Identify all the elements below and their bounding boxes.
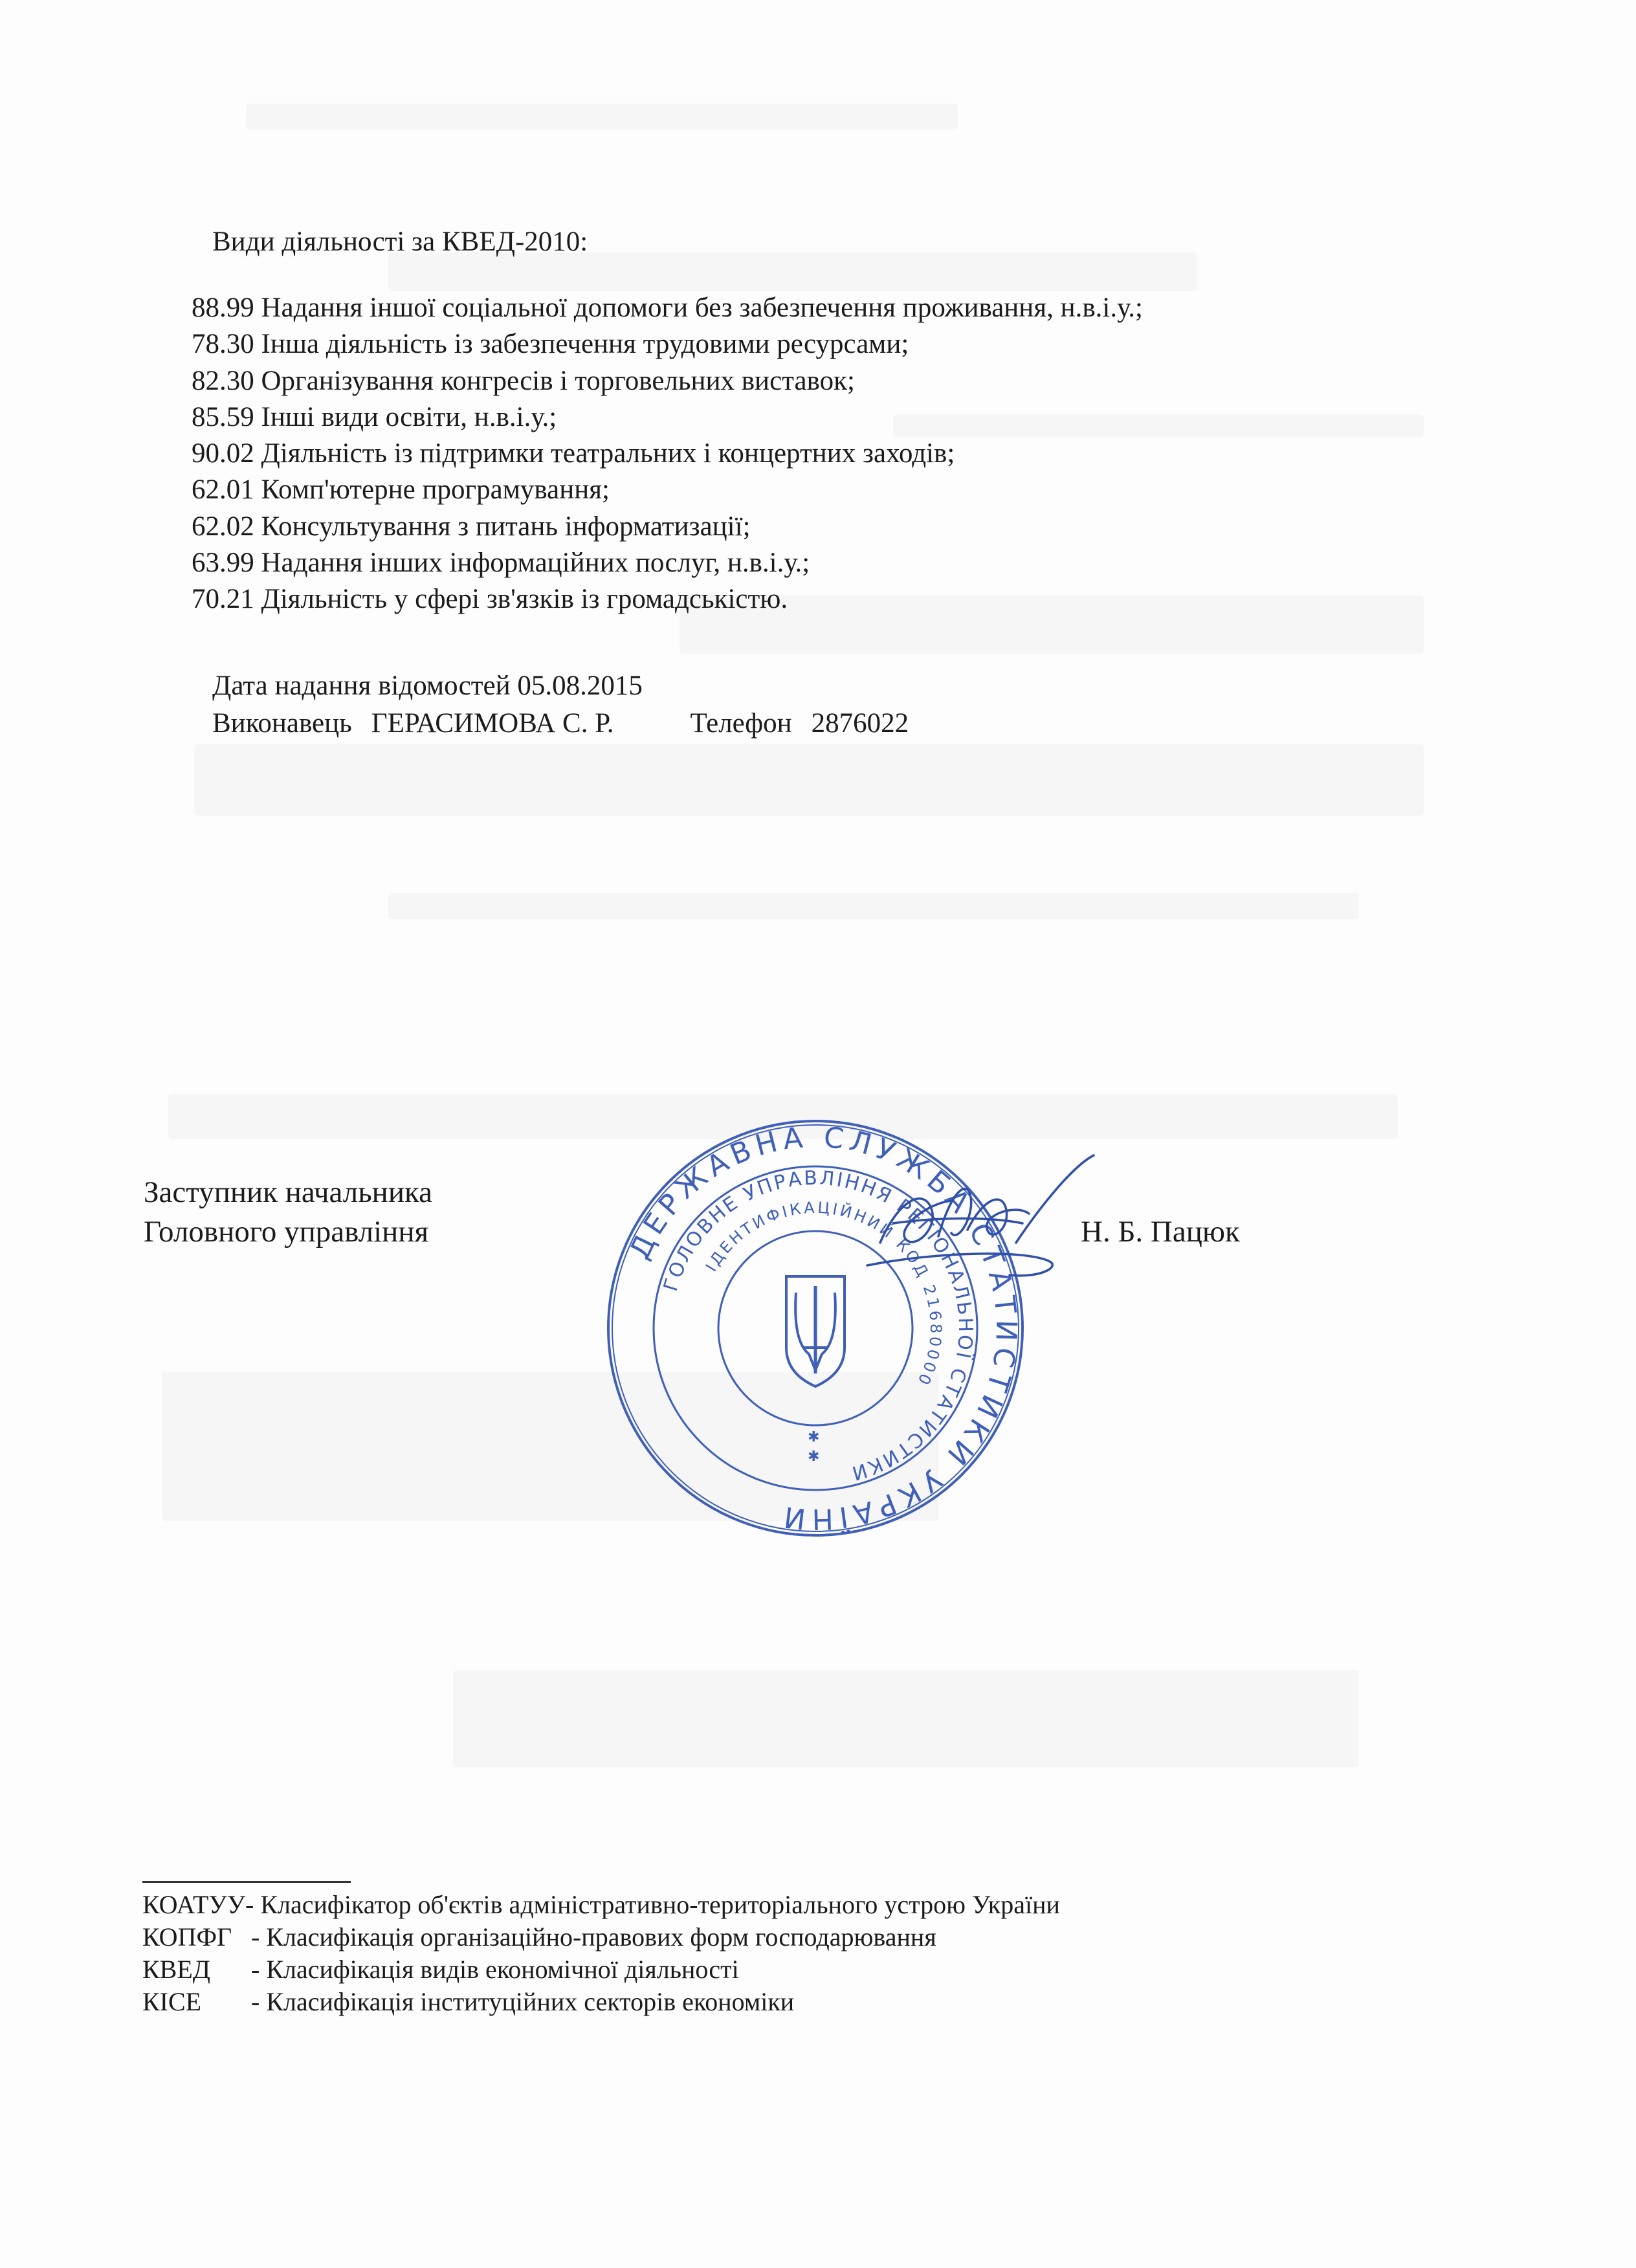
- footnote-sep: -: [251, 1955, 267, 1984]
- bleed-through: [246, 104, 958, 129]
- date-line: [212, 668, 643, 704]
- footnote-item: [142, 1889, 1060, 1921]
- executor-line: [212, 706, 909, 742]
- footnote-item: [142, 1921, 1060, 1953]
- footnote-abbr: КОАТУУ: [142, 1890, 246, 1919]
- svg-text:✱: ✱: [808, 1429, 820, 1445]
- footnote-abbr: КІСЕ: [142, 1987, 202, 2016]
- bleed-through: [388, 893, 1359, 919]
- activity-item: 62.01 Комп'ютерне програмування;: [192, 474, 610, 506]
- footnotes: [142, 1889, 1060, 2018]
- seal-outer-text: ДЕРЖАВНА СЛУЖБА СТАТИСТИКИ УКРАЇНИ: [623, 1120, 1023, 1536]
- footnote-text: Класифікатор об'єктів адміністративно-територіального устрою України: [260, 1890, 1060, 1919]
- signer-position-line: Заступник начальника: [144, 1175, 432, 1209]
- executor-value: ГЕРАСИМОВА С. Р.: [371, 708, 614, 739]
- footnote-item: [142, 1986, 1060, 2018]
- svg-text:✱: ✱: [808, 1449, 820, 1465]
- signer-name: Н. Б. Пацюк: [1081, 1215, 1240, 1249]
- date-label: Дата надання відомостей: [212, 671, 511, 701]
- activity-item: 70.21 Діяльність у сфері зв'язків із громадськістю.: [192, 584, 788, 615]
- activity-item: 62.02 Консультування з питань інформатизації;: [192, 511, 751, 542]
- activity-item: 63.99 Надання інших інформаційних послуг, н.в.і.у.;: [192, 548, 810, 579]
- footnote-abbr: КОПФГ: [142, 1922, 232, 1951]
- activity-item: 88.99 Надання іншої соціальної допомоги без забезпечення проживання, н.в.і.у.;: [192, 293, 1143, 323]
- activities-list: [192, 290, 1143, 618]
- footnote-abbr: КВЕД: [142, 1955, 211, 1984]
- signer-position: [144, 1173, 432, 1252]
- seal-middle-text: ГОЛОВНЕ УПРАВЛІННЯ РЕГІОНАЛЬНОЇ СТАТИСТИКИ: [659, 1166, 977, 1485]
- handwritten-signature: [854, 1152, 1100, 1301]
- signer-position-line: Головного управління: [144, 1215, 429, 1249]
- footnote-item: [142, 1953, 1060, 1986]
- footnote-text: Класифікація видів економічної діяльності: [266, 1955, 739, 1984]
- phone-value: 2876022: [811, 708, 909, 739]
- activity-item: 82.30 Організування конгресів і торговельних виставок;: [192, 365, 855, 396]
- footnote-divider: [142, 1881, 351, 1883]
- bleed-through: [453, 1670, 1359, 1767]
- seal-stars-icon: [808, 1429, 819, 1465]
- executor-label: Виконавець: [212, 708, 352, 739]
- footnote-sep: -: [251, 1987, 267, 2016]
- phone-label: Телефон: [690, 708, 792, 739]
- footnote-sep: -: [251, 1922, 267, 1951]
- activities-heading: Види діяльності за КВЕД-2010:: [212, 227, 588, 257]
- activity-item: 85.59 Інші види освіти, н.в.і.у.;: [192, 401, 557, 432]
- bleed-through: [194, 744, 1424, 816]
- footnote-sep: -: [245, 1890, 261, 1919]
- seal-inner-text: ІДЕНТИФІКАЦІЙНИЙ КОД 21680000: [702, 1198, 945, 1390]
- footnote-text: Класифікація організаційно-правових форм господарювання: [266, 1922, 936, 1951]
- date-value: 05.08.2015: [517, 671, 643, 701]
- activity-item: 78.30 Інша діяльність із забезпечення трудовими ресурсами;: [192, 329, 909, 360]
- footnote-text: Класифікація інституційних секторів економіки: [266, 1987, 795, 2016]
- activity-item: 90.02 Діяльність із підтримки театральних і концертних заходів;: [192, 438, 955, 469]
- trident-emblem-icon: [786, 1276, 845, 1386]
